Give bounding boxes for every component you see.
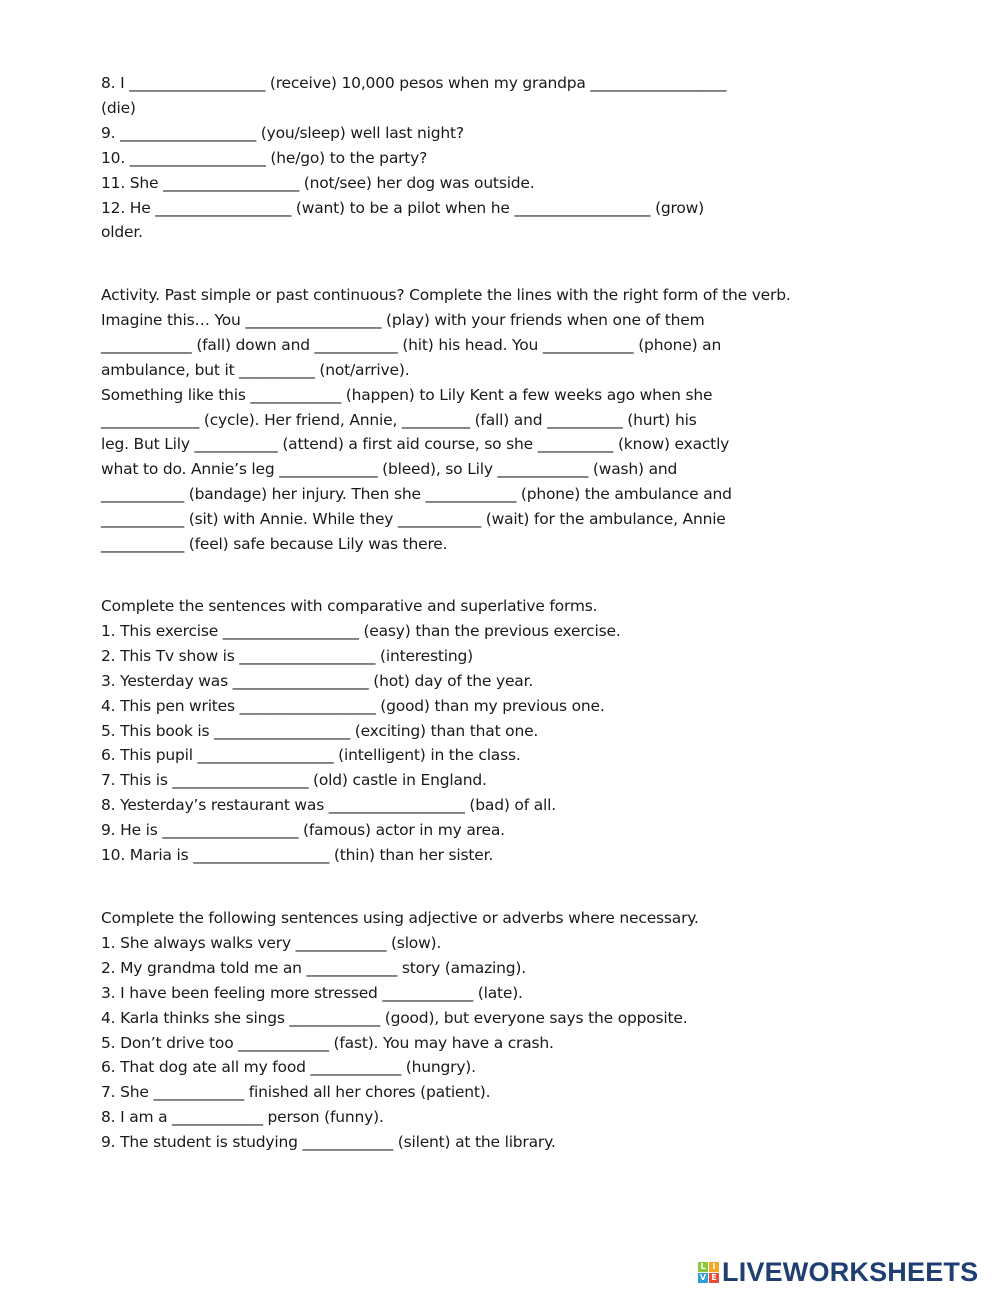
exercise-line[interactable]: ____________ (fall) down and ___________ (hit) his head. You ____________ (phone) an <box>101 335 722 354</box>
exercise-line[interactable]: 8. Yesterday’s restaurant was __________________ (bad) of all. <box>101 796 556 815</box>
exercise-line[interactable]: 9. __________________ (you/sleep) well last night? <box>101 123 464 142</box>
logo-tile: I <box>709 1262 719 1272</box>
logo-text: LIVEWORKSHEETS <box>722 1257 979 1287</box>
exercise-line[interactable]: 10. Maria is __________________ (thin) than her sister. <box>101 846 494 864</box>
exercise-line[interactable]: 4. Karla thinks she sings ____________ (good), but everyone says the opposite. <box>101 1008 688 1027</box>
exercise-line: older. <box>101 223 143 242</box>
exercise-line[interactable]: Something like this ____________ (happen) to Lily Kent a few weeks ago when she <box>101 385 713 404</box>
exercise-line[interactable]: 7. She ____________ finished all her chores (patient). <box>101 1083 491 1102</box>
exercise-line[interactable]: 4. This pen writes __________________ (good) than my previous one. <box>101 696 605 715</box>
logo-tiles-icon <box>698 1262 719 1283</box>
exercise-line[interactable]: 2. This Tv show is __________________ (interesting) <box>101 646 473 665</box>
exercise-line[interactable]: 6. This pupil __________________ (intelligent) in the class. <box>101 746 521 765</box>
exercise-line[interactable]: 10. __________________ (he/go) to the party? <box>101 148 428 167</box>
logo-tile: V <box>699 1273 707 1282</box>
exercise-line[interactable]: 7. This is __________________ (old) castle in England. <box>101 771 487 790</box>
section-instruction: Activity. Past simple or past continuous? Complete the lines with the right form of the verb. <box>101 286 791 304</box>
exercise-line[interactable]: 3. Yesterday was __________________ (hot) day of the year. <box>101 671 534 690</box>
exercise-line[interactable]: 9. He is __________________ (famous) actor in my area. <box>101 821 505 840</box>
exercise-line[interactable]: _____________ (cycle). Her friend, Annie, _________ (fall) and __________ (hurt) his <box>101 410 697 429</box>
exercise-line[interactable]: ___________ (sit) with Annie. While they ___________ (wait) for the ambulance, Annie <box>101 510 726 529</box>
exercise-line[interactable]: 12. He __________________ (want) to be a pilot when he __________________ (grow) <box>101 198 705 217</box>
exercise-line[interactable]: 9. The student is studying ____________ (silent) at the library. <box>101 1133 556 1152</box>
exercise-line[interactable]: 3. I have been feeling more stressed ____________ (late). <box>101 983 523 1002</box>
section-instruction: Complete the following sentences using adjective or adverbs where necessary. <box>101 909 699 927</box>
exercise-line[interactable]: 1. She always walks very ____________ (slow). <box>101 933 442 952</box>
logo-tile: L <box>698 1262 708 1272</box>
exercise-line[interactable]: 5. This book is __________________ (exciting) than that one. <box>101 721 539 740</box>
logo-tile: E <box>709 1273 719 1283</box>
exercise-line[interactable]: 8. I __________________ (receive) 10,000 pesos when my grandpa __________________ <box>101 74 727 92</box>
liveworksheets-logo <box>698 1257 978 1288</box>
exercise-line[interactable]: ___________ (bandage) her injury. Then she ____________ (phone) the ambulance and <box>101 485 732 504</box>
exercise-line[interactable]: leg. But Lily ___________ (attend) a first aid course, so she __________ (know) exactly <box>101 435 730 454</box>
exercise-line: (die) <box>101 98 136 117</box>
exercise-line[interactable]: 1. This exercise __________________ (easy) than the previous exercise. <box>101 621 621 640</box>
exercise-line[interactable]: ambulance, but it __________ (not/arrive). <box>101 360 410 379</box>
exercise-line[interactable]: 5. Don’t drive too ____________ (fast). You may have a crash. <box>101 1033 554 1052</box>
exercise-line[interactable]: Imagine this… You __________________ (play) with your friends when one of them <box>101 310 705 329</box>
exercise-line[interactable]: ___________ (feel) safe because Lily was there. <box>101 535 448 553</box>
exercise-line[interactable]: 11. She __________________ (not/see) her dog was outside. <box>101 173 535 192</box>
exercise-line[interactable]: what to do. Annie’s leg _____________ (bleed), so Lily ____________ (wash) and <box>101 460 678 479</box>
exercise-line[interactable]: 2. My grandma told me an ____________ story (amazing). <box>101 958 526 977</box>
exercise-line[interactable]: 6. That dog ate all my food ____________ (hungry). <box>101 1058 476 1077</box>
exercise-line[interactable]: 8. I am a ____________ person (funny). <box>101 1108 384 1127</box>
section-instruction: Complete the sentences with comparative and superlative forms. <box>101 597 598 615</box>
